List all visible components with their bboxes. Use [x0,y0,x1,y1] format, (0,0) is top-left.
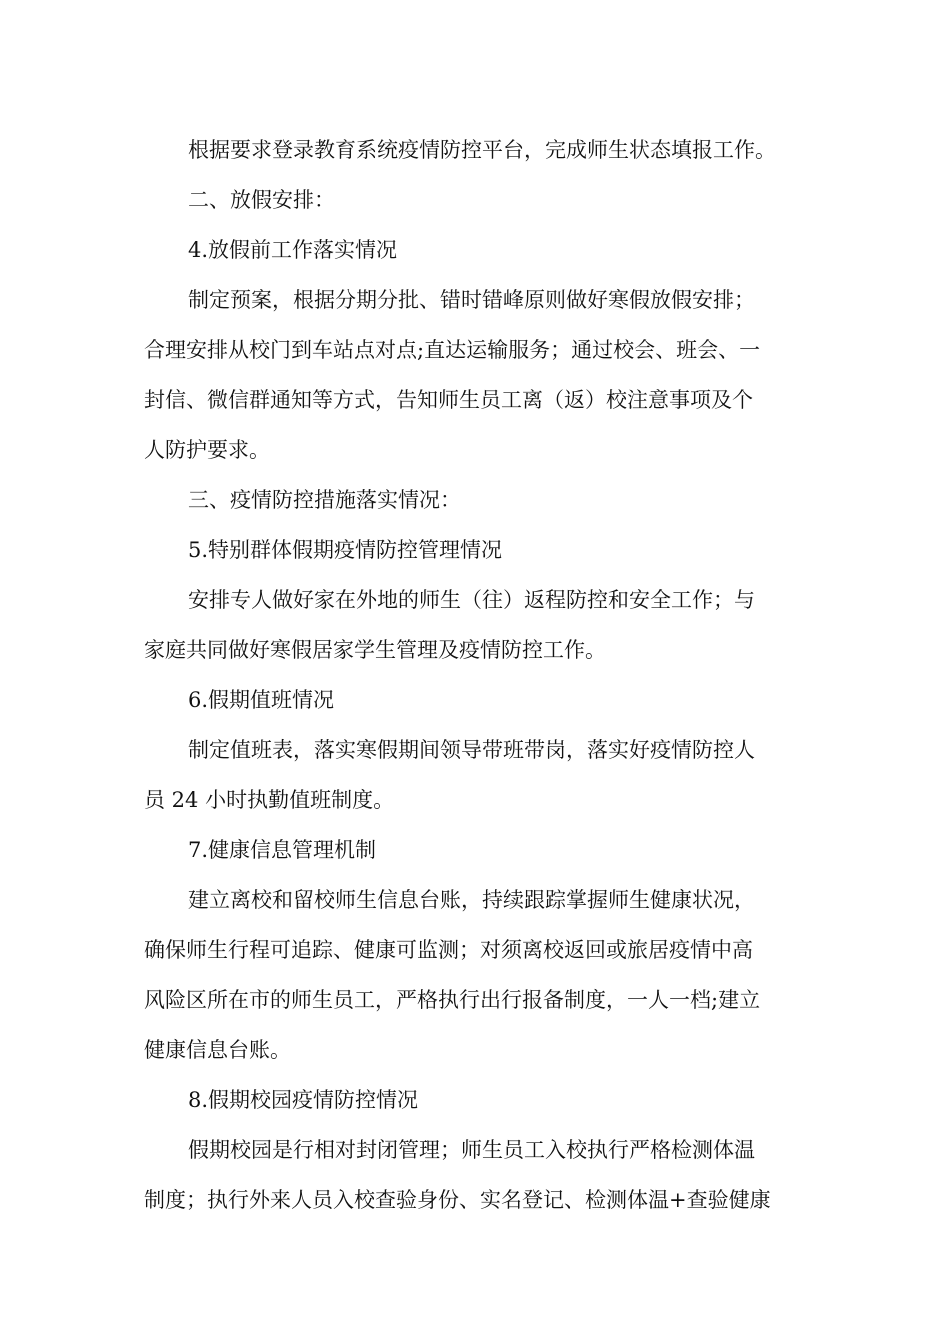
subsection-heading: 7.健康信息管理机制 [188,838,377,862]
paragraph-line: 制定预案，根据分期分批、错时错峰原则做好寒假放假安排； [188,288,755,312]
paragraph-line: 风险区所在市的师生员工，严格执行出行报备制度，一人一档;建立 [144,988,761,1012]
section-heading: 三、疫情防控措施落实情况： [188,488,461,512]
paragraph-line: 合理安排从校门到车站点对点;直达运输服务；通过校会、班会、一 [144,338,761,362]
subsection-heading: 8.假期校园疫情防控情况 [188,1088,419,1112]
paragraph-line: 假期校园是行相对封闭管理；师生员工入校执行严格检测体温 [188,1138,755,1162]
subsection-heading: 5.特别群体假期疫情防控管理情况 [188,538,503,562]
paragraph-line: 员 24 小时执勤值班制度。 [144,788,395,812]
subsection-heading: 4.放假前工作落实情况 [188,238,398,262]
paragraph-line: 建立离校和留校师生信息台账，持续跟踪掌握师生健康状况， [188,888,755,912]
paragraph-line: 制度；执行外来人员入校查验身份、实名登记、检测体温+查验健康 [144,1188,771,1212]
paragraph-line: 封信、微信群通知等方式，告知师生员工离（返）校注意事项及个 [144,388,753,412]
document-body [144,125,808,1225]
paragraph-line: 人防护要求。 [144,438,270,462]
paragraph-line: 根据要求登录教育系统疫情防控平台，完成师生状态填报工作。 [188,138,776,162]
paragraph-line: 家庭共同做好寒假居家学生管理及疫情防控工作。 [144,638,606,662]
paragraph-line: 健康信息台账。 [144,1038,291,1062]
paragraph-line: 制定值班表，落实寒假期间领导带班带岗，落实好疫情防控人 [188,738,755,762]
paragraph-line: 确保师生行程可追踪、健康可监测；对须离校返回或旅居疫情中高 [144,938,753,962]
section-heading: 二、放假安排： [188,188,335,212]
paragraph-line: 安排专人做好家在外地的师生（往）返程防控和安全工作；与 [188,588,755,612]
subsection-heading: 6.假期值班情况 [188,688,335,712]
